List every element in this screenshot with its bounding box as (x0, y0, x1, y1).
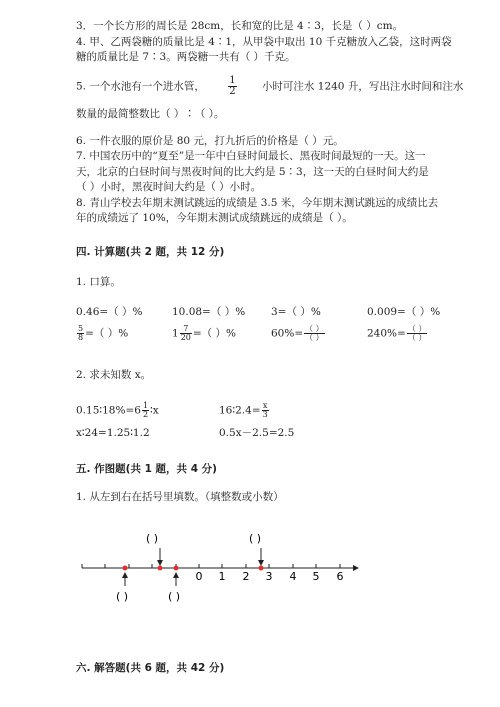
question-5-text-before: 5. 一个水池有一个进水管， (76, 80, 205, 93)
equation-1-fraction (142, 402, 149, 419)
section-5-subquestion-1: 1. 从左到右在括号里填数。（填整数或小数） (76, 491, 284, 503)
question-7-line-1: 7. 中国农历中的“夏至”是一年中白昼时间最长、黑夜时间最短的一天。这一 (76, 150, 426, 162)
oral-r1c2: 10.08=（ ）% (172, 306, 246, 318)
marker-4 (259, 566, 264, 571)
number-line (0, 520, 500, 610)
section-4-subquestion-2: 2. 求未知数 x。 (76, 369, 152, 381)
svg-text:( ): ( ) (248, 532, 262, 545)
tick-labels (196, 570, 344, 583)
question-7-line-3: （ ）小时，黑夜时间大约是（ ）小时。 (76, 181, 262, 193)
question-4-line-2: 糖的质量比是 7∶3。两袋糖一共有（ ）千克。 (76, 51, 296, 63)
oral-r1c1: 0.46=（ ）% (76, 306, 143, 318)
question-5-fraction (228, 76, 236, 97)
fraction-numerator: （ ） (407, 324, 427, 333)
section-5-heading: 五. 作图题(共 1 题，共 4 分) (76, 463, 217, 475)
oral-r2c1-rest: =（ ）% (85, 327, 129, 340)
tick-label-4: 4 (289, 570, 297, 583)
question-5-line-1 (76, 76, 463, 97)
fraction-numerator: x (262, 401, 268, 410)
section-4-subquestion-1: 1. 口算。 (76, 276, 121, 288)
tick-label-2: 2 (242, 570, 250, 583)
tick-label-0: 0 (195, 570, 203, 583)
fraction-denominator: 2 (229, 86, 236, 97)
equation-2 (219, 402, 270, 419)
oral-r2c3-fraction (304, 325, 325, 342)
question-8-line-2: 年的成绩远了 10%，今年期末测试成绩跳远的成绩是（ ）。 (76, 212, 353, 224)
equation-2-fraction (262, 402, 269, 419)
tick-label-3: 3 (265, 570, 273, 583)
oral-r2c3 (271, 325, 326, 342)
oral-r1c4: 0.009=（ ）% (367, 306, 441, 318)
number-line-arrowhead (353, 565, 359, 571)
fraction-denominator: 2 (142, 410, 149, 419)
svg-text:( ): ( ) (115, 590, 129, 603)
question-5-text-after: 小时可注水 1240 升，写出注水时间和注水 (261, 80, 464, 93)
oral-r2c4 (367, 325, 428, 342)
equation-3: x∶24=1.25∶1.2 (76, 427, 150, 439)
equation-1-right: ∶x (150, 404, 159, 417)
section-6-heading: 六. 解答题(共 6 题，共 42 分) (76, 662, 225, 674)
top-arrow-1-head (157, 560, 163, 566)
oral-r2c2-fraction (180, 325, 192, 342)
svg-text:( ): ( ) (167, 590, 181, 603)
tick-label-5: 5 (312, 570, 320, 583)
oral-r1c3: 3=（ ）% (271, 306, 321, 318)
equation-1 (76, 402, 159, 419)
fraction-numerator: 5 (78, 324, 84, 333)
oral-r2c4-left: 240%= (367, 327, 406, 340)
oral-r2c1-fraction (77, 325, 84, 342)
tick-label-6: 6 (336, 570, 344, 583)
question-4-line-1: 4. 甲、乙两袋糖的质量比是 4∶1，从甲袋中取出 10 千克糖放入乙袋，这时两袋 (76, 36, 452, 48)
bottom-bracket-2 (168, 590, 180, 603)
top-arrow-2-head (258, 560, 264, 566)
equation-2-left: 16∶2.4= (219, 404, 261, 417)
marker-3 (174, 566, 179, 571)
top-bracket-2 (249, 532, 261, 545)
question-5-line-2: 数量的最简整数比（ ）∶（ ）。 (76, 108, 225, 120)
oral-r2c1 (76, 325, 128, 342)
fraction-denominator: （ ） (407, 333, 427, 342)
section-4-heading: 四. 计算题(共 2 题，共 12 分) (76, 246, 225, 258)
oral-r2c4-fraction (407, 325, 428, 342)
fraction-numerator: （ ） (305, 324, 324, 333)
fraction-denominator: 8 (78, 333, 84, 342)
fraction-numerator: 7 (180, 325, 192, 334)
question-6: 6. 一件衣服的原价是 80 元，打九折后的价格是（ ）元。 (76, 135, 344, 147)
fraction-denominator: （ ） (305, 333, 324, 342)
equation-4: 0.5x－2.5=2.5 (219, 427, 295, 439)
fraction-denominator: 20 (180, 333, 191, 342)
oral-r2c2-rest: =（ ）% (192, 327, 236, 340)
question-8-line-1: 8. 青山学校去年期末测试跳远的成绩是 3.5 米，今年期末测试跳远的成绩比去 (76, 197, 439, 209)
oral-r2c3-left: 60%= (271, 327, 304, 340)
bottom-bracket-1 (116, 590, 128, 603)
fraction-denominator: 3 (262, 410, 268, 419)
svg-text:( ): ( ) (145, 532, 159, 545)
fraction-numerator: 1 (229, 75, 236, 86)
fraction-numerator: 1 (142, 401, 149, 410)
oral-r2c2 (172, 325, 236, 342)
number-line-ticks (82, 564, 340, 568)
tick-label-1: 1 (218, 570, 226, 583)
bottom-arrow-2-head (173, 572, 179, 578)
mixed-number-integer: 1 (172, 327, 179, 340)
bottom-arrow-1-head (122, 572, 128, 578)
top-bracket-1 (146, 532, 158, 545)
marker-2 (158, 566, 163, 571)
question-7-line-2: 天，北京的白昼时间与黑夜时间的比大约是 5∶3，这一天的白昼时间大约是 (76, 166, 429, 178)
marker-1 (123, 566, 128, 571)
question-3: 3．一个长方形的周长是 28cm，长和宽的比是 4∶3，长是（ ）cm。 (76, 20, 404, 32)
equation-1-left: 0.15∶18%=6 (76, 404, 141, 417)
